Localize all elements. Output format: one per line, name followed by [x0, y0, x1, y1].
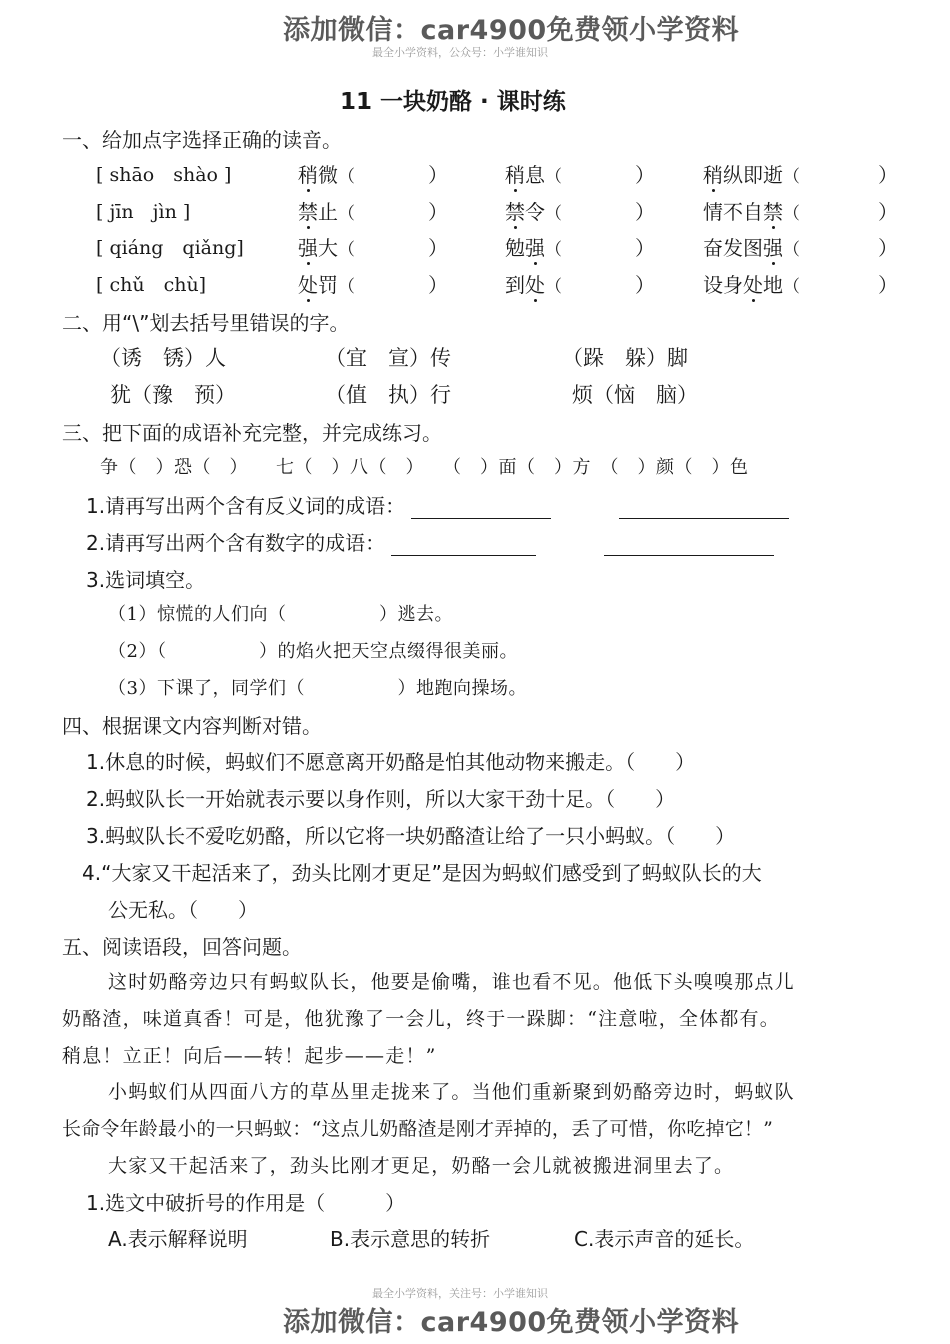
- s2-item-6: 烦（恼 脑）: [572, 383, 698, 407]
- s3-question-1-text: 1.请再写出两个含有反义词的成语：: [86, 494, 406, 518]
- word-item: [505, 196, 562, 225]
- s4-item-4: 4.“大家又干起活来了，劲头比刚才更足”是因为蚂蚁们感受到了蚂蚁队长的大: [82, 861, 762, 885]
- dotted-character: 处: [298, 273, 318, 297]
- dotted-character: 强: [763, 236, 783, 260]
- section-5-heading: 五、阅读语段，回答问题。: [62, 935, 302, 959]
- s3-fill-2: （2）（ ）的焰火把天空点缀得很美丽。: [108, 641, 518, 662]
- answer-paren-close: ）: [878, 163, 898, 187]
- s2-item-1: （诱 锈）人: [100, 346, 226, 370]
- s2-item-4: 犹（豫 预）: [110, 383, 236, 407]
- answer-paren-open: （: [338, 277, 355, 297]
- s2-item-5: （值 执）行: [325, 383, 451, 407]
- passage-line: 大家又干起活来了，劲头比刚才更足，奶酪一会儿就被搬进洞里去了。: [108, 1155, 735, 1177]
- bottom-subline: 最全小学资料，关注号：小学谁知识: [372, 1287, 548, 1300]
- word-prefix: 勉: [505, 236, 525, 260]
- word-prefix: 奋发图: [703, 236, 763, 260]
- answer-paren-open: （: [545, 277, 562, 297]
- answer-blank[interactable]: [604, 535, 774, 556]
- answer-paren-open: （: [783, 167, 800, 187]
- answer-paren-close: ）: [635, 273, 655, 297]
- answer-paren-close: ）: [428, 200, 448, 224]
- word-suffix: 大: [318, 236, 338, 260]
- s4-item-3: 3.蚂蚁队长不爱吃奶酪，所以它将一块奶酪渣让给了一只小蚂蚁。（ ）: [86, 824, 736, 848]
- dotted-character: 强: [525, 236, 545, 260]
- word-suffix: 微: [318, 163, 338, 187]
- word-item: [298, 159, 355, 188]
- answer-paren-open: （: [783, 204, 800, 224]
- answer-paren-open: （: [545, 204, 562, 224]
- section-4-heading: 四、根据课文内容判断对错。: [62, 714, 322, 738]
- dotted-character: 稍: [298, 163, 318, 187]
- idiom-blanks: 争（ ）恐（ ） 七（ ）八（ ） （ ）面（ ）方 （ ）颜（ ）色: [100, 457, 749, 478]
- answer-paren-open: （: [338, 204, 355, 224]
- word-item: [505, 232, 562, 261]
- s3-question-2: [86, 527, 774, 556]
- answer-paren-open: （: [545, 240, 562, 260]
- s3-question-2-text: 2.请再写出两个含有数字的成语：: [86, 531, 386, 555]
- word-item: [505, 269, 562, 298]
- pinyin-options: [ qiáng qiǎng]: [96, 237, 244, 259]
- word-item: [703, 232, 800, 261]
- word-prefix: 到: [505, 273, 525, 297]
- answer-blank[interactable]: [391, 535, 536, 556]
- word-item: [298, 196, 355, 225]
- dotted-character: 处: [525, 273, 545, 297]
- s4-item-1: 1.休息的时候，蚂蚁们不愿意离开奶酪是怕其他动物来搬走。（ ）: [86, 750, 696, 774]
- s3-fill-3: （3）下课了，同学们（ ）地跑向操场。: [108, 678, 527, 699]
- answer-paren-close: ）: [878, 236, 898, 260]
- pinyin-options: [ chǔ chù]: [96, 274, 207, 296]
- answer-blank[interactable]: [411, 498, 551, 519]
- word-item: [703, 159, 800, 188]
- answer-paren-open: （: [783, 277, 800, 297]
- word-item: [703, 269, 800, 298]
- word-suffix: 地: [763, 273, 783, 297]
- page-title: 11 一块奶酪 · 课时练: [340, 89, 566, 115]
- s2-item-3: （跺 躲）脚: [562, 346, 688, 370]
- answer-paren-open: （: [783, 240, 800, 260]
- option-b: B.表示意思的转折: [330, 1227, 491, 1251]
- section-3-heading: 三、把下面的成语补充完整，并完成练习。: [62, 421, 442, 445]
- passage-line: 奶酪渣，味道真香！可是，他犹豫了一会儿，终于一跺脚：“注意啦，全体都有。: [62, 1008, 780, 1030]
- answer-paren-close: ）: [635, 200, 655, 224]
- top-banner: 添加微信：car4900免费领小学资料: [283, 15, 740, 46]
- dotted-character: 禁: [505, 200, 525, 224]
- top-subline: 最全小学资料，公众号：小学谁知识: [372, 46, 548, 59]
- word-suffix: 纵即逝: [723, 163, 783, 187]
- answer-paren-close: ）: [428, 163, 448, 187]
- passage-line: 稍息！立正！向后——转！起步——走！”: [62, 1045, 437, 1067]
- s2-item-2: （宜 宣）传: [325, 346, 451, 370]
- word-prefix: 设身: [703, 273, 743, 297]
- pinyin-options: [ shāo shào ]: [96, 164, 232, 186]
- dotted-character: 稍: [505, 163, 525, 187]
- s4-item-4-cont: 公无私。（ ）: [108, 898, 258, 922]
- dotted-character: 强: [298, 236, 318, 260]
- word-suffix: 止: [318, 200, 338, 224]
- option-a: A.表示解释说明: [108, 1227, 248, 1251]
- answer-paren-open: （: [545, 167, 562, 187]
- dotted-character: 稍: [703, 163, 723, 187]
- option-c: C.表示声音的延长。: [574, 1227, 755, 1251]
- answer-paren-close: ）: [635, 163, 655, 187]
- word-item: [298, 232, 355, 261]
- s3-question-1: [86, 490, 789, 519]
- answer-paren-open: （: [338, 240, 355, 260]
- bottom-banner: 添加微信：car4900免费领小学资料: [283, 1307, 740, 1338]
- word-suffix: 息: [525, 163, 545, 187]
- answer-paren-close: ）: [878, 273, 898, 297]
- passage-line: 小蚂蚁们从四面八方的草丛里走拢来了。当他们重新聚到奶酪旁边时，蚂蚁队: [108, 1081, 795, 1103]
- answer-blank[interactable]: [619, 498, 789, 519]
- word-prefix: 情不自: [703, 200, 763, 224]
- passage-line: 这时奶酪旁边只有蚂蚁队长，他要是偷嘴，谁也看不见。他低下头嗅嗅那点儿: [108, 971, 795, 993]
- passage-line: 长命令年龄最小的一只蚂蚁：“这点儿奶酪渣是刚才弄掉的，丢了可惜，你吃掉它！”: [62, 1118, 774, 1140]
- answer-paren-open: （: [338, 167, 355, 187]
- answer-paren-close: ）: [428, 273, 448, 297]
- dotted-character: 禁: [763, 200, 783, 224]
- dotted-character: 处: [743, 273, 763, 297]
- s3-fill-1: （1）惊慌的人们向（ ）逃去。: [108, 604, 453, 625]
- s3-question-3: 3.选词填空。: [86, 568, 206, 592]
- s4-item-2: 2.蚂蚁队长一开始就表示要以身作则，所以大家干劲十足。（ ）: [86, 787, 676, 811]
- answer-paren-close: ）: [635, 236, 655, 260]
- section-2-heading: 二、用“\”划去括号里错误的字。: [62, 311, 350, 335]
- dotted-character: 禁: [298, 200, 318, 224]
- word-suffix: 令: [525, 200, 545, 224]
- word-suffix: 罚: [318, 273, 338, 297]
- word-item: [505, 159, 562, 188]
- answer-paren-close: ）: [428, 236, 448, 260]
- section-1-heading: 一、给加点字选择正确的读音。: [62, 128, 342, 152]
- answer-paren-close: ）: [878, 200, 898, 224]
- word-item: [298, 269, 355, 298]
- word-item: [703, 196, 800, 225]
- pinyin-options: [ jīn jìn ]: [96, 201, 191, 223]
- s5-question-1: 1.选文中破折号的作用是（ ）: [86, 1191, 406, 1215]
